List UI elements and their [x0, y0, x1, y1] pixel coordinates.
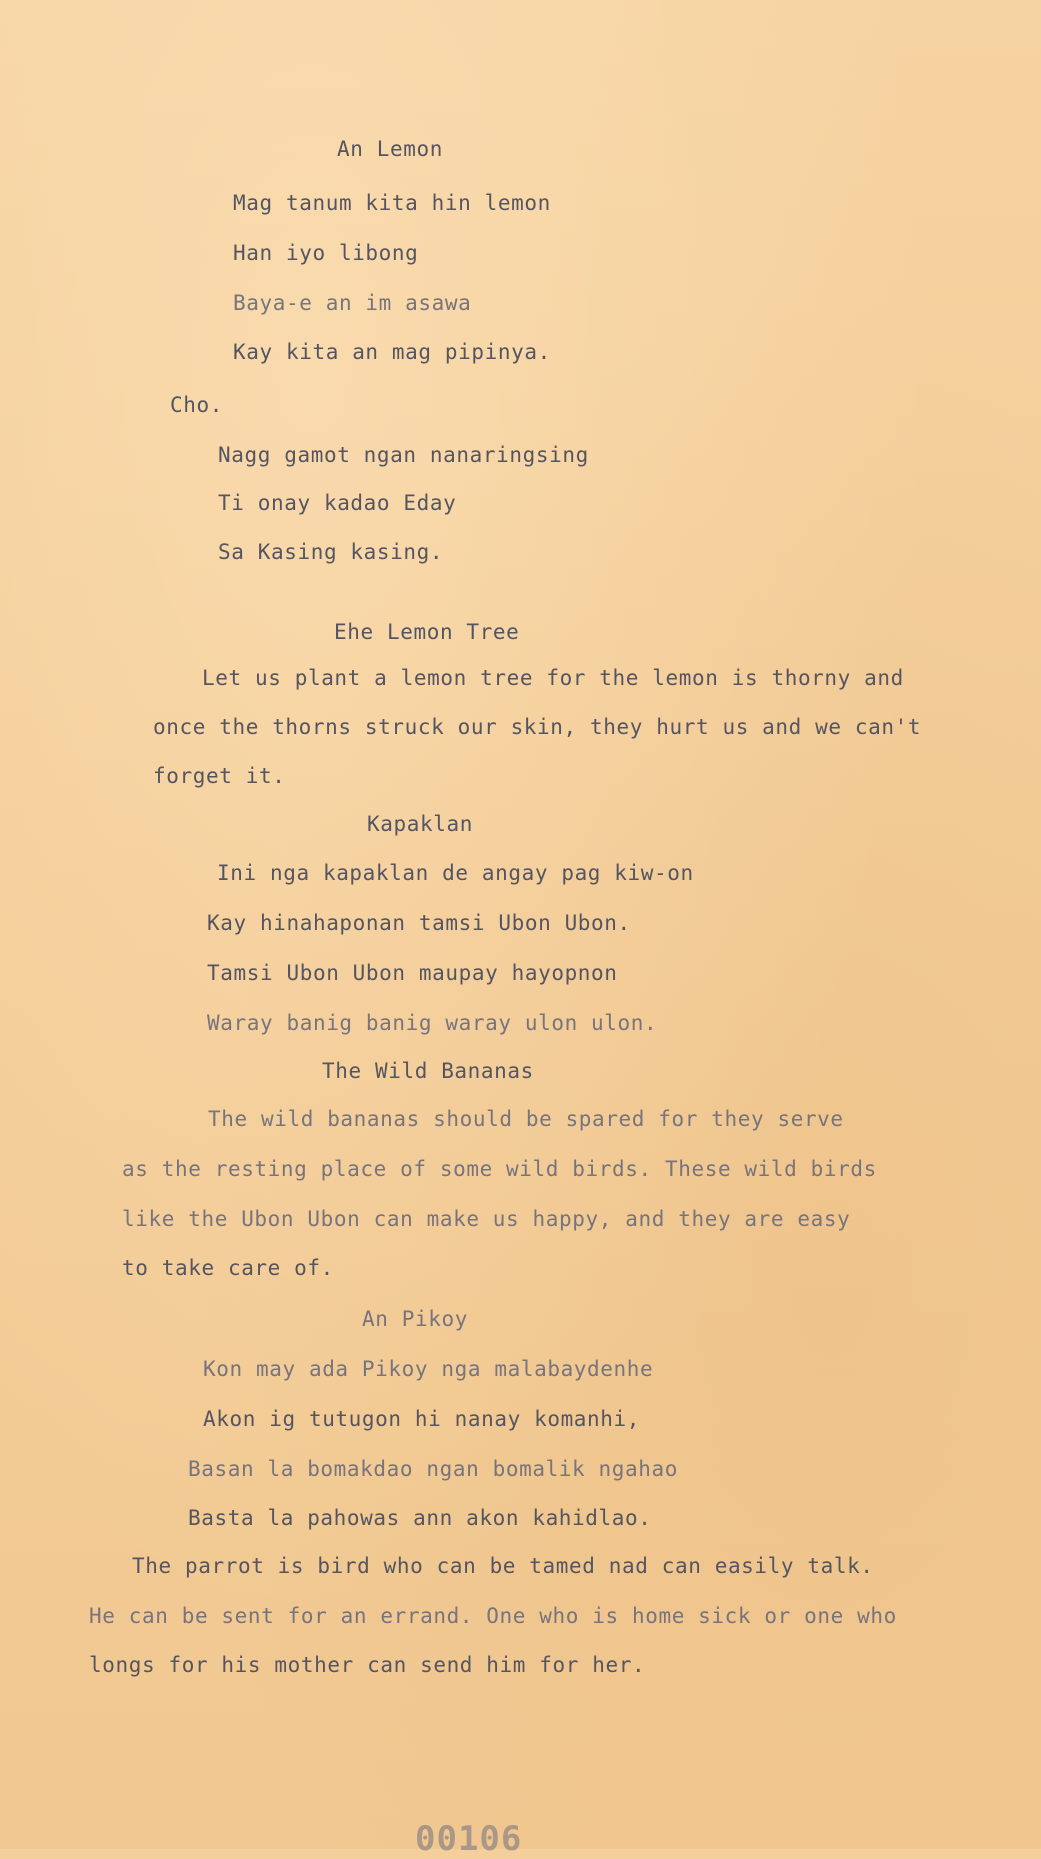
- chorus-label: Cho.: [170, 393, 223, 417]
- poem3-line: Basan la bomakdao ngan bomalik ngahao: [188, 1457, 678, 1481]
- translation2-line: The wild bananas should be spared for they serve: [208, 1107, 844, 1131]
- translation1-title: Ehe Lemon Tree: [334, 620, 520, 644]
- chorus-line: Nagg gamot ngan nanaringsing: [218, 443, 589, 467]
- translation3-line: longs for his mother can send him for her.: [89, 1653, 646, 1677]
- poem1-line: Baya-e an im asawa: [233, 291, 472, 315]
- poem1-line: Han iyo libong: [233, 241, 419, 265]
- poem3-line: Basta la pahowas ann akon kahidlao.: [188, 1506, 652, 1530]
- poem2-title: Kapaklan: [367, 812, 473, 836]
- translation3-line: He can be sent for an errand. One who is home sick or one who: [89, 1604, 897, 1628]
- translation3-line: The parrot is bird who can be tamed nad can easily talk.: [132, 1554, 874, 1578]
- poem2-line: Kay hinahaponan tamsi Ubon Ubon.: [207, 911, 631, 935]
- poem1-line: Kay kita an mag pipinya.: [233, 340, 551, 364]
- translation1-line: once the thorns struck our skin, they hurt us and we can't: [153, 715, 922, 739]
- translation1-line: Let us plant a lemon tree for the lemon is thorny and: [202, 666, 904, 690]
- chorus-line: Sa Kasing kasing.: [218, 540, 444, 564]
- poem1-line: Mag tanum kita hin lemon: [233, 191, 551, 215]
- translation2-line: to take care of.: [122, 1256, 334, 1280]
- translation2-title: The Wild Bananas: [322, 1059, 534, 1083]
- page-number-stamp: 00106: [415, 1819, 523, 1859]
- poem3-line: Akon ig tutugon hi nanay komanhi,: [203, 1407, 641, 1431]
- poem3-line: Kon may ada Pikoy nga malabaydenhe: [203, 1357, 654, 1381]
- chorus-line: Ti onay kadao Eday: [218, 491, 457, 515]
- poem1-title: An Lemon: [337, 137, 443, 161]
- translation2-line: like the Ubon Ubon can make us happy, and they are easy: [122, 1207, 851, 1231]
- poem3-title: An Pikoy: [362, 1307, 468, 1331]
- poem2-line: Ini nga kapaklan de angay pag kiw-on: [217, 861, 694, 885]
- poem2-line: Waray banig banig waray ulon ulon.: [207, 1011, 658, 1035]
- translation2-line: as the resting place of some wild birds. These wild birds: [122, 1157, 877, 1181]
- translation1-line: forget it.: [153, 764, 286, 788]
- poem2-line: Tamsi Ubon Ubon maupay hayopnon: [207, 961, 618, 985]
